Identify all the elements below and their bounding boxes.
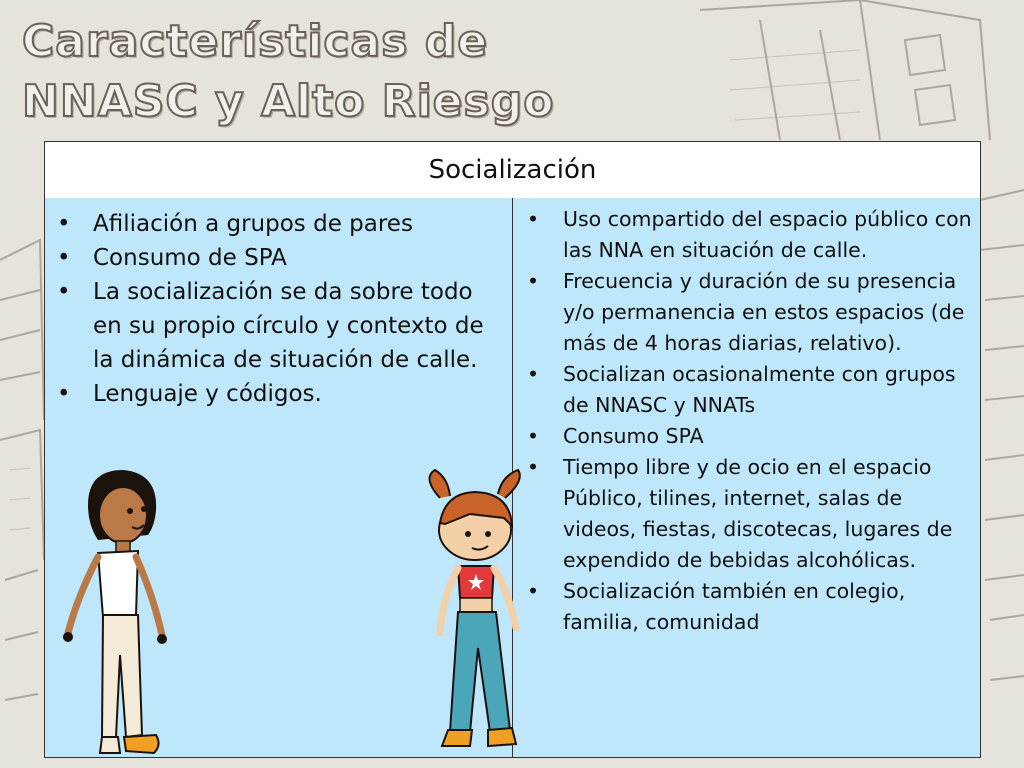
bullet-icon: • [527, 579, 540, 603]
bullet-icon: • [57, 381, 71, 407]
list-item [523, 266, 978, 359]
bullet-icon: • [527, 424, 540, 448]
list-item-text: Frecuencia y duración de su presencia y/o permanencia en estos espacios (de más de 4 horas diarias, relativo). [563, 269, 965, 355]
bullet-icon: • [527, 207, 540, 231]
list-item-text: Lenguaje y códigos. [93, 381, 322, 407]
bullet-icon: • [57, 245, 71, 271]
bullet-icon: • [57, 211, 71, 237]
slide-title-line-1: Características de [22, 16, 489, 67]
boy-figure-icon [58, 465, 178, 760]
list-item-text: Consumo SPA [563, 424, 704, 448]
bullet-icon: • [57, 279, 71, 305]
list-item [57, 377, 497, 411]
list-item [57, 241, 497, 275]
table-header: Socialización [45, 142, 980, 199]
bullet-icon: • [527, 269, 540, 293]
list-item [523, 421, 978, 452]
list-item [523, 359, 978, 421]
slide-title [22, 12, 662, 132]
list-item [57, 207, 497, 241]
list-item [523, 452, 978, 576]
bullet-icon: • [527, 455, 540, 479]
bullet-icon: • [527, 362, 540, 386]
slide-title-line-2: NNASC y Alto Riesgo [22, 76, 555, 127]
girl-figure-icon [420, 468, 532, 758]
list-item-text: Consumo de SPA [93, 245, 287, 271]
list-item-text: La socialización se da sobre todo en su propio círculo y contexto de la dinámica de situación de calle. [93, 279, 484, 373]
list-item-text: Socializan ocasionalmente con grupos de NNASC y NNATs [563, 362, 956, 417]
list-item [523, 204, 978, 266]
list-item [57, 275, 497, 377]
list-item [523, 576, 978, 638]
right-column [513, 198, 980, 757]
left-bullet-list [57, 207, 497, 411]
list-item-text: Tiempo libre y de ocio en el espacio Público, tilines, internet, salas de videos, fiestas, discotecas, lugares de expendido de bebidas alcohólicas. [563, 455, 953, 572]
right-bullet-list [523, 204, 978, 638]
list-item-text: Afiliación a grupos de pares [93, 211, 413, 237]
list-item-text: Socialización también en colegio, familia, comunidad [563, 579, 906, 634]
list-item-text: Uso compartido del espacio público con las NNA en situación de calle. [563, 207, 972, 262]
